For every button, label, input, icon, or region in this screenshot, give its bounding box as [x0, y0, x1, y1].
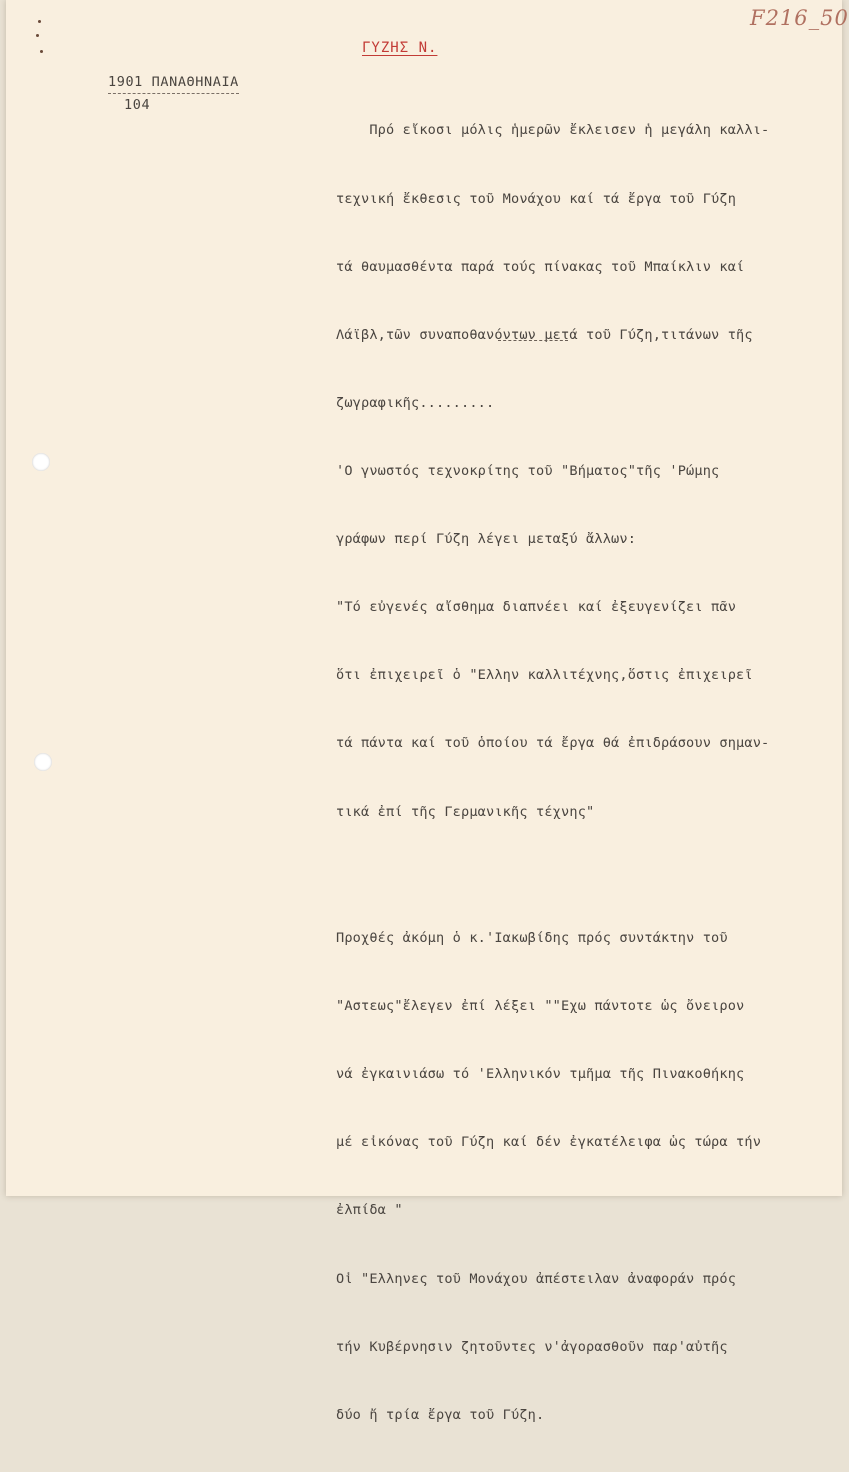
- text-line: Προχθές ἀκόμη ὁ κ.'Ιακωβίδης πρός συντάκτην τοῦ: [336, 930, 728, 947]
- document-page: [6, 0, 849, 1423]
- text-line: δύο ἤ τρία ἔργα τοῦ Γύζη.: [336, 1406, 545, 1423]
- archive-mark: F216_50: [750, 6, 849, 30]
- page-title: ΓΥΖΗΣ Ν.: [362, 40, 438, 56]
- text-line: τά πάντα καί τοῦ ὁποίου τά ἔργα θά ἐπιδράσουν σημαν-: [336, 735, 770, 752]
- text-line: Λάϊβλ,τῶν συναποθανόντων μετά τοῦ Γύζη,τιτάνων τῆς: [336, 326, 753, 343]
- text-line: μέ εἰκόνας τοῦ Γύζη καί δέν ἐγκατέλειφα ὡς τώρα τήν: [336, 1134, 762, 1151]
- source-label: 1901 ΠΑΝΑΘΗΝΑΙΑ: [108, 71, 239, 94]
- source-block: [108, 71, 239, 116]
- text-line: τεχνική ἔκθεσις τοῦ Μονάχου καί τά ἔργα τοῦ Γύζη: [336, 190, 737, 207]
- text-line: Οἱ "Ελληνες τοῦ Μονάχου ἀπέστειλαν ἀναφοράν πρός: [336, 1270, 737, 1287]
- text-line: τήν Κυβέρνησιν ζητοῦντες ν'ἀγορασθοῦν παρ'αὐτῆς: [336, 1338, 728, 1355]
- punch-hole: [32, 453, 50, 471]
- section-divider: [498, 340, 568, 341]
- text-line: ὅτι ἐπιχειρεῖ ὁ "Ελλην καλλιτέχνης,ὅστις ἐπιχειρεῖ: [336, 667, 753, 684]
- typed-text-body: [336, 74, 846, 1472]
- text-line: νά ἐγκαινιάσω τό 'Ελληνικόν τμῆμα τῆς Πινακοθήκης: [336, 1066, 745, 1083]
- text-line: Πρό εἴκοσι μόλις ἡμερῶν ἔκλεισεν ἡ μεγάλη καλλι-: [336, 122, 770, 139]
- punch-hole: [34, 753, 52, 771]
- text-line: ζωγραφικῆς.........: [336, 394, 495, 411]
- text-line: ἐλπίδα ": [336, 1202, 403, 1219]
- text-line: "Τό εὐγενές αἴσθημα διαπνέει καί ἐξευγενίζει πᾶν: [336, 599, 737, 616]
- paper-specks: [36, 20, 42, 60]
- text-line: τικά ἐπί τῆς Γερμανικῆς τέχνης": [336, 803, 595, 820]
- text-line: "Αστεως"ἔλεγεν ἐπί λέξει ""Εχω πάντοτε ὡς ὄνειρον: [336, 998, 745, 1015]
- text-line: τά θαυμασθέντα παρά τούς πίνακας τοῦ Μπαίκλιν καί: [336, 258, 745, 275]
- page-number: 104: [124, 97, 151, 113]
- section-gap: [336, 869, 846, 882]
- text-line: 'Ο γνωστός τεχνοκρίτης τοῦ "Βήματος"τῆς 'Ρώμης: [336, 462, 720, 479]
- text-line: γράφων περί Γύζη λέγει μεταξύ ἄλλων:: [336, 531, 637, 548]
